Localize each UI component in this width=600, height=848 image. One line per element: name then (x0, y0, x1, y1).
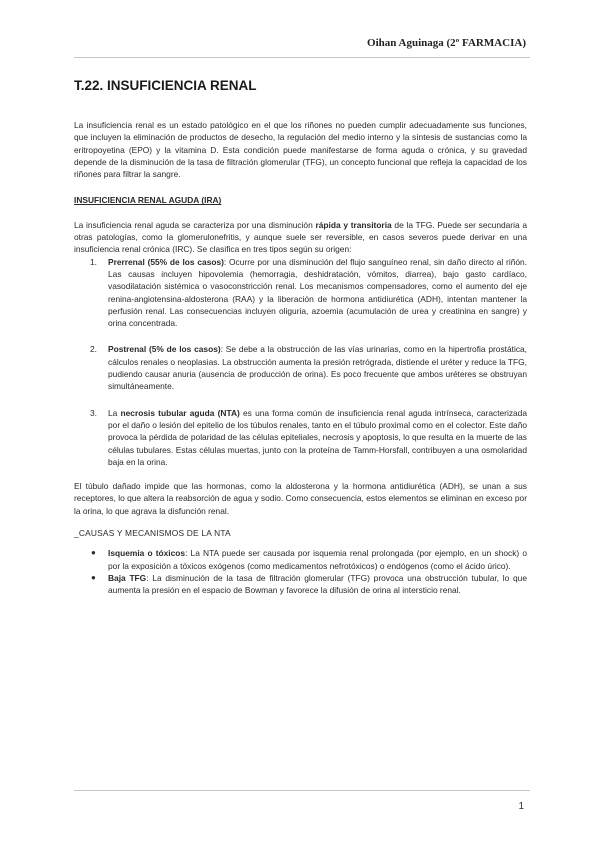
bullet-icon: ● (91, 548, 96, 558)
ira-paragraph-text-1: La insuficiencia renal aguda se caracteriza por una disminución (74, 219, 316, 230)
list-number: 3. (90, 407, 97, 418)
bullet-icon: ● (91, 572, 96, 582)
page-title: T.22. INSUFICIENCIA RENAL (74, 78, 257, 93)
ira-paragraph-bold: rápida y transitoria (315, 219, 392, 230)
header-divider (74, 57, 530, 58)
footer-divider (74, 790, 530, 791)
list-item-text: : Ocurre por una disminución del flujo sanguíneo renal, sin daño directo al riñón. Las causas incluyen hipovolemia (hemorragia, deshidratación, vómitos, diarrea), bajo gasto cardíaco, vasodilatación sistémica o vasoconstricción renal. Los mecanismos compensadores, como el aumento del eje renina-angiotensina-aldosterona (RAA) y la liberación de hormona antidiurética (ADH), intentan mantener la perfusión renal. Las consecuencias incluyen oliguria, azoemia (acumulación de urea y creatinina en sangre) y orina concentrada. (108, 256, 527, 329)
list-number: 1. (90, 256, 97, 267)
list-item-nta (74, 407, 527, 468)
ira-paragraph-text-2: de la TFG. Puede ser secundaria a otras patologías, como la glomerulonefritis, y aunque suele ser reversible, en casos severos puede derivar en una insuficiencia renal crónica (IRC). Se clasifica en tres tipos según su origen: (74, 219, 527, 255)
list-item-text: : La NTA puede ser causada por isquemia renal prolongada (por ejemplo, en un shock) o por la exposición a tóxicos exógenos (como medicamentos nefrotóxicos) o endógenos (como el ácido úrico). (108, 548, 527, 571)
list-item-bold: Prerrenal (55% de los casos) (108, 256, 224, 267)
ira-paragraph (74, 219, 527, 256)
list-item-bold: Isquemia o tóxicos (108, 548, 186, 559)
nta-causes-list (74, 547, 527, 596)
list-item-prerrenal (74, 256, 527, 330)
list-item-postrenal (74, 343, 527, 392)
page-number: 1 (518, 801, 524, 812)
page-header-author: Oihan Aguinaga (2º FARMACIA) (367, 37, 526, 49)
list-item-bold: Postrenal (5% de los casos) (108, 344, 221, 355)
list-item-text: : La disminución de la tasa de filtración glomerular (TFG) provoca una obstrucción tubular, lo que aumenta la presión en el espacio de Bowman y favorece la difusión de orina al intersticio renal. (108, 572, 527, 596)
document-body (74, 119, 527, 597)
section-heading-nta: _CAUSAS Y MECANISMOS DE LA NTA (74, 528, 231, 539)
list-number: 2. (90, 344, 97, 355)
ira-types-list (74, 256, 527, 468)
list-item-bold: Baja TFG (108, 572, 147, 583)
section-heading-ira: INSUFICIENCIA RENAL AGUDA (IRA) (74, 195, 222, 206)
list-item-text: es una forma común de insuficiencia renal aguda intrínseca, caracterizada por el daño o lesión del epitelio de los túbulos renales, tanto en el túbulo proximal como en el colector. Este daño provoca la pérdida de polaridad de las células epiteliales, necrosis y apoptosis, lo que resulta en la muerte de las células tubulares. Estas células muertas, junto con la proteína de Tamm-Horsfall, contribuyen a una osmolaridad baja en la orina. (108, 407, 528, 467)
after-list-paragraph: El túbulo dañado impide que las hormonas, como la aldosterona y la hormona antidiurética (ADH), se unan a sus receptores, lo que altera la reabsorción de agua y sodio. Como consecuencia, estos elementos se eliminan en exceso por la orina, lo que agrava la disfunción renal. (74, 481, 527, 516)
intro-paragraph: La insuficiencia renal es un estado patológico en el que los riñones no pueden cumplir adecuadamente sus funciones, que incluyen la eliminación de productos de desecho, la regulación del medio interno y la síntesis de sustancias como la eritropoyetina (EPO) y la vitamina D. Esta condición puede manifestarse de forma aguda o crónica, y su gravedad depende de la disminución de la tasa de filtración glomerular (TFG), un concepto funcional que refleja la capacidad de los riñones para filtrar la sangre. (74, 120, 527, 180)
list-item-isquemia (74, 547, 527, 572)
list-item-text: : Se debe a la obstrucción de las vías urinarias, como en la hipertrofia prostática, cálculos renales o neoplasias. La obstrucción aumenta la presión retrógrada, distiende el uréter y reduce la TFG, pudiendo causar anuria (ausencia de producción de orina). Es poco frecuente que ambos uréteres se obstruyan simultáneamente. (108, 344, 527, 392)
list-item-bold: necrosis tubular aguda (NTA) (120, 407, 240, 418)
list-item-baja-tfg (74, 572, 527, 597)
list-item-pre: La (108, 407, 121, 418)
